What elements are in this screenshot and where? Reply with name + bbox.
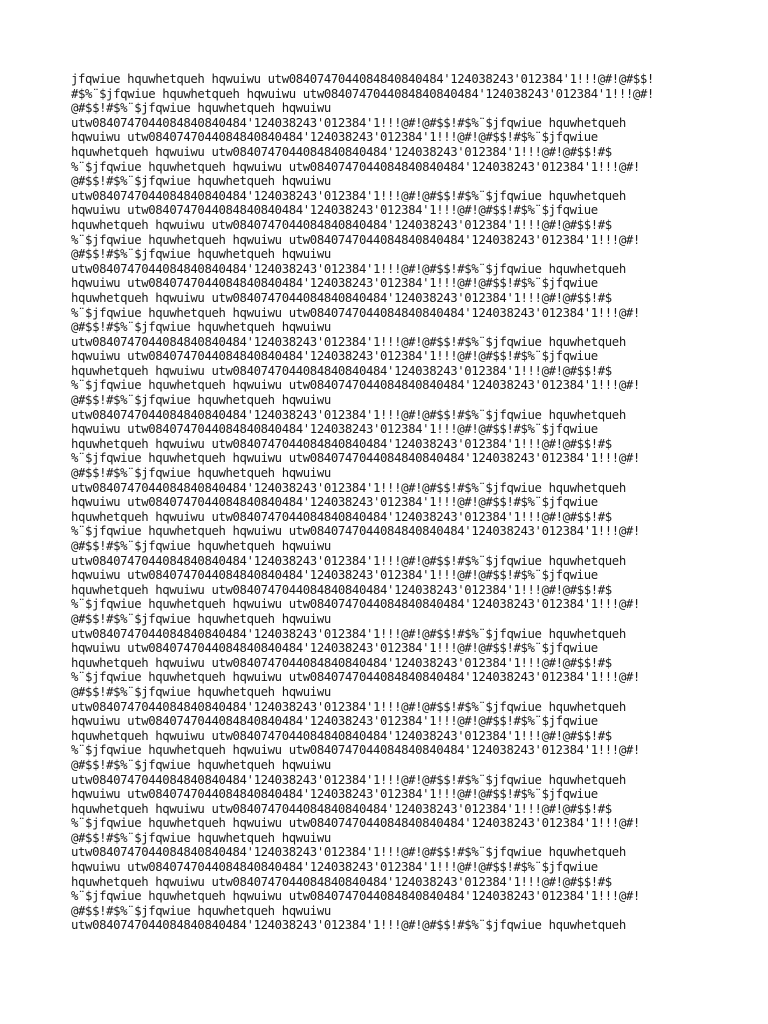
text-line: hquwhetqueh hqwuiwu utw0840747044084840840484'124038243'012384'1!!!@#!@#$$!#$ <box>71 728 612 743</box>
text-line: %¨$jfqwiue hquwhetqueh hqwuiwu utw0840747044084840840484'124038243'012384'1!!!@#! <box>71 670 640 685</box>
text-line: %¨$jfqwiue hquwhetqueh hqwuiwu utw0840747044084840840484'124038243'012384'1!!!@#! <box>71 159 640 174</box>
text-line: hqwuiwu utw0840747044084840840484'124038243'012384'1!!!@#!@#$$!#$%¨$jfqwiue <box>71 130 598 145</box>
text-line: utw0840747044084840840484'124038243'012384'1!!!@#!@#$$!#$%¨$jfqwiue hquwhetqueh <box>71 845 626 860</box>
text-line: utw0840747044084840840484'124038243'012384'1!!!@#!@#$$!#$%¨$jfqwiue hquwhetqueh <box>71 480 626 495</box>
text-line: %¨$jfqwiue hquwhetqueh hqwuiwu utw0840747044084840840484'124038243'012384'1!!!@#! <box>71 816 640 831</box>
text-line: hqwuiwu utw0840747044084840840484'124038243'012384'1!!!@#!@#$$!#$%¨$jfqwiue <box>71 495 598 510</box>
text-line: utw0840747044084840840484'124038243'012384'1!!!@#!@#$$!#$%¨$jfqwiue hquwhetqueh <box>71 553 626 568</box>
text-line: utw0840747044084840840484'124038243'012384'1!!!@#!@#$$!#$%¨$jfqwiue hquwhetqueh <box>71 626 626 641</box>
text-line: hqwuiwu utw0840747044084840840484'124038243'012384'1!!!@#!@#$$!#$%¨$jfqwiue <box>71 422 598 437</box>
text-line: hquwhetqueh hqwuiwu utw0840747044084840840484'124038243'012384'1!!!@#!@#$$!#$ <box>71 290 612 305</box>
text-line: @#$$!#$%¨$jfqwiue hquwhetqueh hqwuiwu <box>71 539 331 553</box>
text-line: hqwuiwu utw0840747044084840840484'124038243'012384'1!!!@#!@#$$!#$%¨$jfqwiue <box>71 860 598 875</box>
text-line: %¨$jfqwiue hquwhetqueh hqwuiwu utw0840747044084840840484'124038243'012384'1!!!@#! <box>71 451 640 466</box>
text-line: hquwhetqueh hqwuiwu utw0840747044084840840484'124038243'012384'1!!!@#!@#$$!#$ <box>71 144 612 159</box>
text-line: hqwuiwu utw0840747044084840840484'124038243'012384'1!!!@#!@#$$!#$%¨$jfqwiue <box>71 203 598 218</box>
text-line: %¨$jfqwiue hquwhetqueh hqwuiwu utw0840747044084840840484'124038243'012384'1!!!@#! <box>71 232 640 247</box>
text-line: hquwhetqueh hqwuiwu utw0840747044084840840484'124038243'012384'1!!!@#!@#$$!#$ <box>71 217 612 232</box>
text-line: %¨$jfqwiue hquwhetqueh hqwuiwu utw0840747044084840840484'124038243'012384'1!!!@#! <box>71 305 640 320</box>
text-line: utw0840747044084840840484'124038243'012384'1!!!@#!@#$$!#$%¨$jfqwiue hquwhetqueh <box>71 407 626 422</box>
text-line: @#$$!#$%¨$jfqwiue hquwhetqueh hqwuiwu <box>71 903 331 918</box>
text-line: @#$$!#$%¨$jfqwiue hquwhetqueh hqwuiwu <box>71 684 331 699</box>
text-line: utw0840747044084840840484'124038243'012384'1!!!@#!@#$$!#$%¨$jfqwiue hquwhetqueh <box>71 699 626 714</box>
text-line: hquwhetqueh hqwuiwu utw0840747044084840840484'124038243'012384'1!!!@#!@#$$!#$ <box>71 363 612 378</box>
text-line: hquwhetqueh hqwuiwu utw0840747044084840840484'124038243'012384'1!!!@#!@#$$!#$ <box>71 874 612 889</box>
text-line: hqwuiwu utw0840747044084840840484'124038243'012384'1!!!@#!@#$$!#$%¨$jfqwiue <box>71 276 598 291</box>
text-line: utw0840747044084840840484'124038243'012384'1!!!@#!@#$$!#$%¨$jfqwiue hquwhetqueh <box>71 772 626 787</box>
text-line: utw0840747044084840840484'124038243'012384'1!!!@#!@#$$!#$%¨$jfqwiue hquwhetqueh <box>71 188 626 203</box>
text-line: @#$$!#$%¨$jfqwiue hquwhetqueh hqwuiwu <box>71 393 331 408</box>
text-line: @#$$!#$%¨$jfqwiue hquwhetqueh hqwuiwu <box>71 247 331 262</box>
text-line: #$%¨$jfqwiue hquwhetqueh hqwuiwu utw0840747044084840840484'124038243'012384'1!!!@#! <box>71 86 654 101</box>
text-line: hqwuiwu utw0840747044084840840484'124038243'012384'1!!!@#!@#$$!#$%¨$jfqwiue <box>71 787 598 802</box>
text-line: @#$$!#$%¨$jfqwiue hquwhetqueh hqwuiwu <box>71 830 331 845</box>
text-line: hqwuiwu utw0840747044084840840484'124038243'012384'1!!!@#!@#$$!#$%¨$jfqwiue <box>71 568 598 583</box>
text-line: %¨$jfqwiue hquwhetqueh hqwuiwu utw0840747044084840840484'124038243'012384'1!!!@#! <box>71 378 640 393</box>
text-line: hquwhetqueh hqwuiwu utw0840747044084840840484'124038243'012384'1!!!@#!@#$$!#$ <box>71 582 612 597</box>
text-line: utw0840747044084840840484'124038243'012384'1!!!@#!@#$$!#$%¨$jfqwiue hquwhetqueh <box>71 261 626 276</box>
text-line: hquwhetqueh hqwuiwu utw0840747044084840840484'124038243'012384'1!!!@#!@#$$!#$ <box>71 655 612 670</box>
text-line: @#$$!#$%¨$jfqwiue hquwhetqueh hqwuiwu <box>71 174 331 189</box>
text-line: @#$$!#$%¨$jfqwiue hquwhetqueh hqwuiwu <box>71 320 331 335</box>
text-line: @#$$!#$%¨$jfqwiue hquwhetqueh hqwuiwu <box>71 466 331 481</box>
text-line: @#$$!#$%¨$jfqwiue hquwhetqueh hqwuiwu <box>71 611 331 626</box>
text-line: jfqwiue hquwhetqueh hqwuiwu utw0840747044084840840484'124038243'012384'1!!!@#!@#$$! <box>71 72 654 86</box>
text-line: utw0840747044084840840484'124038243'012384'1!!!@#!@#$$!#$%¨$jfqwiue hquwhetqueh <box>71 918 626 933</box>
text-line: %¨$jfqwiue hquwhetqueh hqwuiwu utw0840747044084840840484'124038243'012384'1!!!@#! <box>71 743 640 758</box>
text-line: hquwhetqueh hqwuiwu utw0840747044084840840484'124038243'012384'1!!!@#!@#$$!#$ <box>71 436 612 451</box>
text-line: %¨$jfqwiue hquwhetqueh hqwuiwu utw0840747044084840840484'124038243'012384'1!!!@#! <box>71 597 640 612</box>
document-body <box>71 72 711 933</box>
text-line: utw0840747044084840840484'124038243'012384'1!!!@#!@#$$!#$%¨$jfqwiue hquwhetqueh <box>71 334 626 349</box>
text-line: hqwuiwu utw0840747044084840840484'124038243'012384'1!!!@#!@#$$!#$%¨$jfqwiue <box>71 349 598 364</box>
text-line: @#$$!#$%¨$jfqwiue hquwhetqueh hqwuiwu <box>71 757 331 772</box>
text-line: hquwhetqueh hqwuiwu utw0840747044084840840484'124038243'012384'1!!!@#!@#$$!#$ <box>71 509 612 524</box>
text-line: hqwuiwu utw0840747044084840840484'124038243'012384'1!!!@#!@#$$!#$%¨$jfqwiue <box>71 641 598 656</box>
text-line: @#$$!#$%¨$jfqwiue hquwhetqueh hqwuiwu <box>71 101 331 116</box>
text-line: hquwhetqueh hqwuiwu utw0840747044084840840484'124038243'012384'1!!!@#!@#$$!#$ <box>71 801 612 816</box>
text-line: utw0840747044084840840484'124038243'012384'1!!!@#!@#$$!#$%¨$jfqwiue hquwhetqueh <box>71 115 626 130</box>
text-line: %¨$jfqwiue hquwhetqueh hqwuiwu utw0840747044084840840484'124038243'012384'1!!!@#! <box>71 524 640 539</box>
text-line: hqwuiwu utw0840747044084840840484'124038243'012384'1!!!@#!@#$$!#$%¨$jfqwiue <box>71 714 598 729</box>
text-line: %¨$jfqwiue hquwhetqueh hqwuiwu utw0840747044084840840484'124038243'012384'1!!!@#! <box>71 889 640 904</box>
